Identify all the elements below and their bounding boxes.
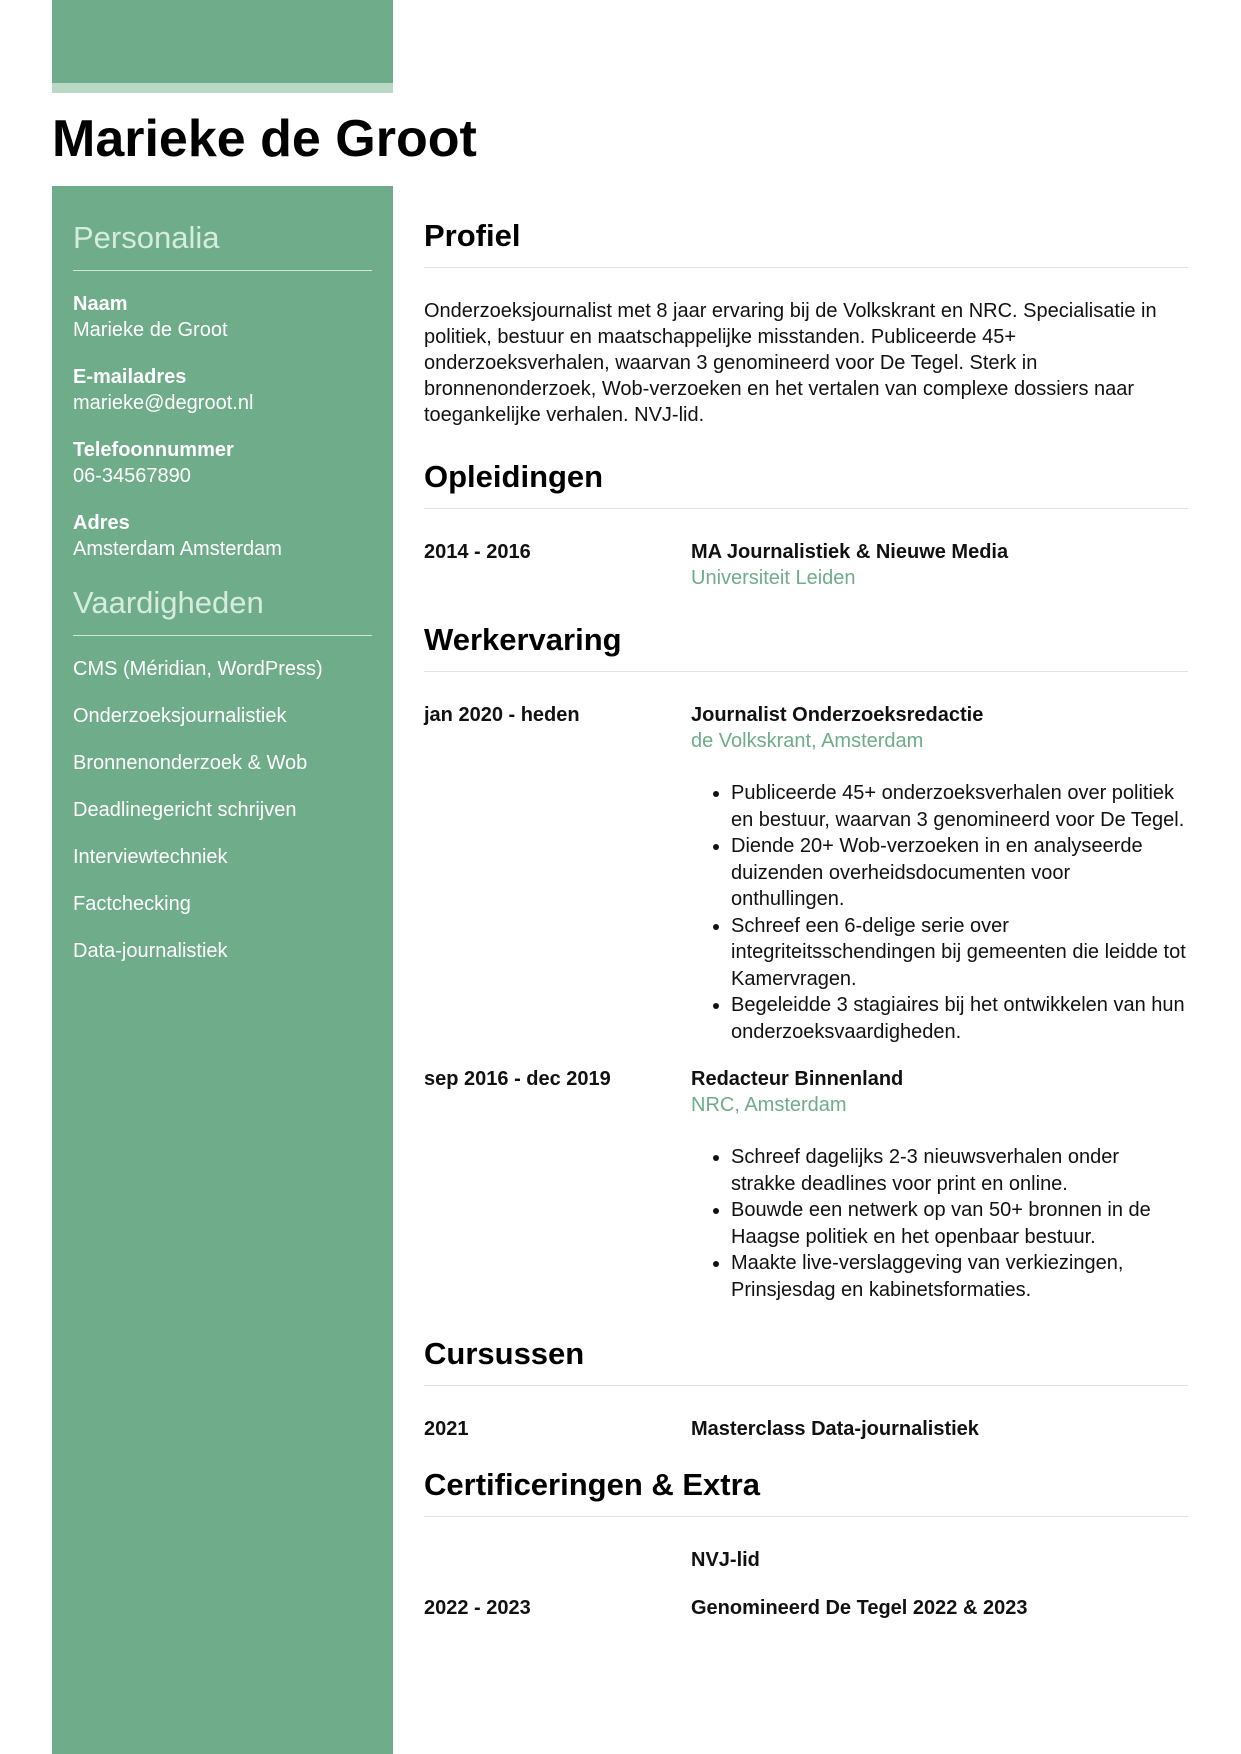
entry-org: de Volkskrant, Amsterdam	[691, 730, 924, 752]
profile-heading: Profiel	[424, 218, 521, 253]
entry-date	[424, 1547, 691, 1573]
experience-entry	[424, 1066, 1188, 1303]
bullet-item: • Diende 20+ Wob-verzoeken in en analyseerde duizenden overheidsdocumenten voor onthullingen.	[731, 833, 1188, 913]
skill-item: CMS (Méridian, WordPress)	[73, 658, 323, 680]
main-content	[424, 215, 1188, 1621]
section-divider	[424, 1516, 1188, 1517]
skill-item: Bronnenonderzoek & Wob	[73, 752, 308, 774]
personalia-divider	[73, 270, 372, 271]
skills-divider	[73, 635, 372, 636]
field-value: Amsterdam Amsterdam	[73, 538, 282, 560]
entry-body	[691, 1416, 1188, 1442]
courses-heading: Cursussen	[424, 1336, 585, 1371]
field-value: Marieke de Groot	[73, 319, 228, 341]
header-color-band	[52, 0, 393, 83]
field-label: Naam	[73, 293, 128, 315]
section-divider	[424, 671, 1188, 672]
profile-text: Onderzoeksjournalist met 8 jaar ervaring bij de Volkskrant en NRC. Specialisatie in politiek, bestuur en maatschappelijke misstanden. Publiceerde 45+ onderzoeksverhalen, waarvan 3 genomineerd voor De Tegel. Sterk in bronnenonderzoek, Wob-verzoeken en het vertalen van complexe dossiers naar toegankelijke verhalen. NVJ-lid.	[424, 300, 1157, 426]
experience-section	[424, 619, 1188, 1303]
education-heading: Opleidingen	[424, 459, 604, 494]
bullet-item: • Publiceerde 45+ onderzoeksverhalen over politiek en bestuur, waarvan 3 genomineerd voor De Tegel.	[731, 780, 1188, 833]
entry-date: 2022 - 2023	[424, 1597, 531, 1619]
entry-org: NRC, Amsterdam	[691, 1094, 847, 1116]
field-value: marieke@degroot.nl	[73, 392, 254, 414]
section-divider	[424, 508, 1188, 509]
field-phone	[73, 437, 372, 489]
entry-title: Masterclass Data-journalistiek	[691, 1418, 979, 1440]
bullet-item: • Bouwde een netwerk op van 50+ bronnen in de Haagse politiek en het openbaar bestuur.	[731, 1197, 1188, 1250]
entry-body	[691, 1595, 1188, 1621]
bullet-item: • Begeleidde 3 stagiaires bij het ontwikkelen van hun onderzoeksvaardigheden.	[731, 992, 1188, 1045]
field-label: E-mailadres	[73, 366, 187, 388]
bullet-item: • Schreef een 6-delige serie over integriteitsschendingen bij gemeenten die leidde tot Kamervragen.	[731, 913, 1188, 993]
education-section	[424, 456, 1188, 591]
field-label: Adres	[73, 512, 130, 534]
field-name	[73, 291, 372, 343]
candidate-name: Marieke de Groot	[52, 110, 477, 168]
entry-body	[691, 1547, 1188, 1573]
entry-title: Redacteur Binnenland	[691, 1068, 904, 1090]
skills-list	[73, 656, 372, 964]
entry-bullets	[691, 1144, 1188, 1303]
profile-section	[424, 215, 1188, 428]
skills-heading: Vaardigheden	[73, 585, 264, 620]
skill-item: Data-journalistiek	[73, 940, 228, 962]
sidebar	[52, 186, 393, 1754]
field-email	[73, 364, 372, 416]
entry-title: MA Journalistiek & Nieuwe Media	[691, 541, 1009, 563]
skill-item: Onderzoeksjournalistiek	[73, 705, 287, 727]
entry-title: Journalist Onderzoeksredactie	[691, 704, 984, 726]
extra-heading: Certificeringen & Extra	[424, 1467, 760, 1502]
skill-item: Factchecking	[73, 893, 191, 915]
entry-body	[691, 702, 1188, 1045]
experience-heading: Werkervaring	[424, 622, 622, 657]
experience-entry	[424, 702, 1188, 1045]
courses-section	[424, 1333, 1188, 1442]
field-value: 06-34567890	[73, 465, 191, 487]
section-divider	[424, 1385, 1188, 1386]
extra-section	[424, 1464, 1188, 1621]
entry-title: Genomineerd De Tegel 2022 & 2023	[691, 1597, 1028, 1619]
skill-item: Deadlinegericht schrijven	[73, 799, 297, 821]
bullet-item: • Maakte live-verslaggeving van verkiezingen, Prinsjesdag en kabinetsformaties.	[731, 1250, 1188, 1303]
entry-body	[691, 539, 1188, 591]
skill-item: Interviewtechniek	[73, 846, 228, 868]
bullet-item: • Schreef dagelijks 2-3 nieuwsverhalen onder strakke deadlines voor print en online.	[731, 1144, 1188, 1197]
entry-org: Universiteit Leiden	[691, 567, 856, 589]
extra-entry	[424, 1547, 1188, 1573]
header-color-stripe	[52, 83, 393, 93]
entry-title: NVJ-lid	[691, 1549, 760, 1571]
education-entry	[424, 539, 1188, 591]
entry-date: 2014 - 2016	[424, 541, 531, 563]
entry-date: jan 2020 - heden	[424, 704, 580, 726]
personalia-heading: Personalia	[73, 220, 220, 255]
entry-date: sep 2016 - dec 2019	[424, 1068, 611, 1090]
field-address	[73, 510, 372, 562]
entry-body	[691, 1066, 1188, 1303]
entry-bullets	[691, 780, 1188, 1045]
entry-date: 2021	[424, 1418, 469, 1440]
course-entry	[424, 1416, 1188, 1442]
field-label: Telefoonnummer	[73, 439, 234, 461]
section-divider	[424, 267, 1188, 268]
extra-entry	[424, 1595, 1188, 1621]
